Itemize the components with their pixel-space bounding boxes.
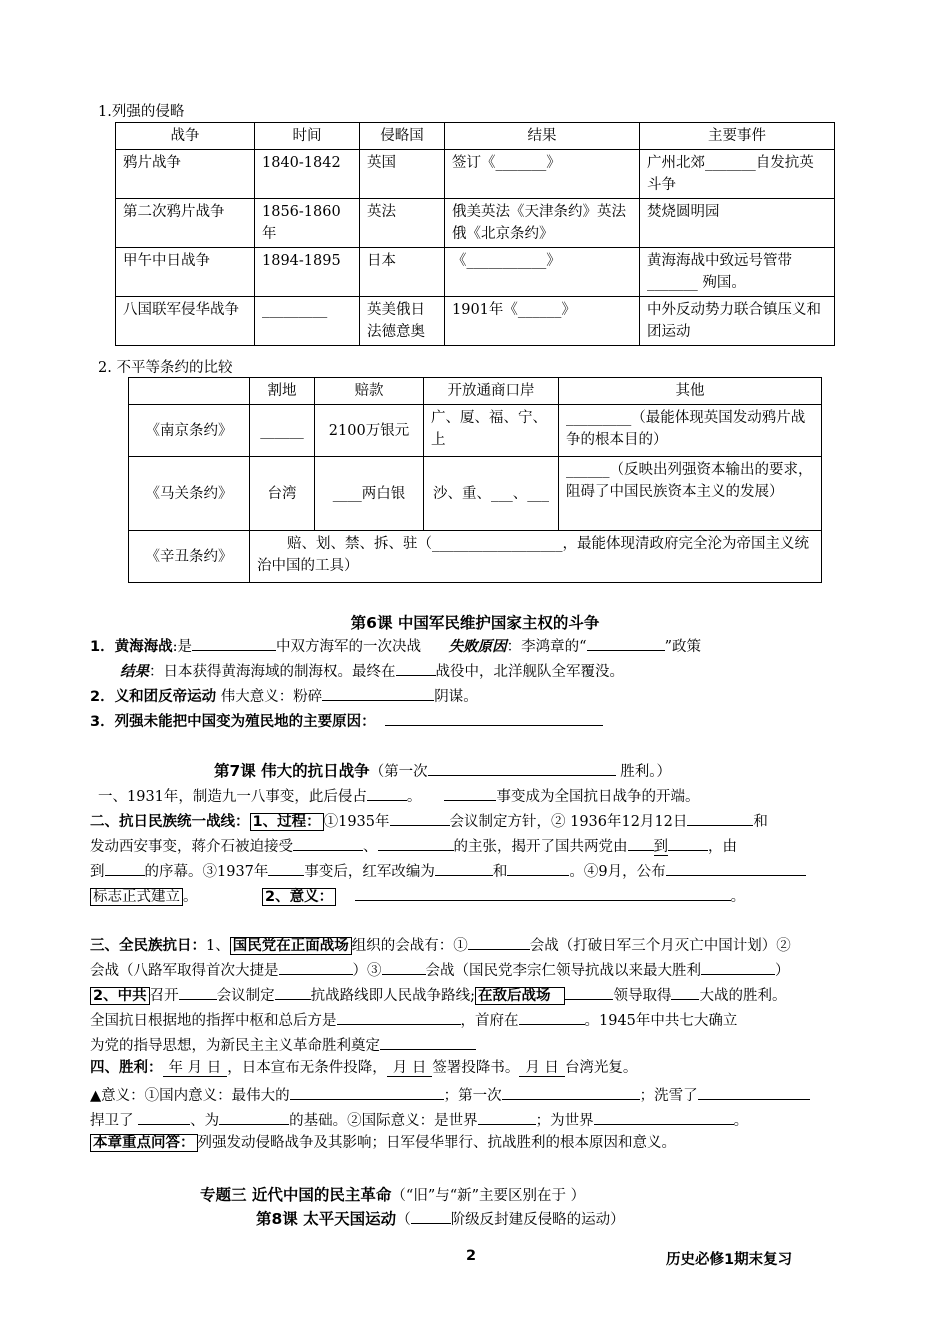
blank [698, 1083, 810, 1100]
l7-line-8 [90, 983, 786, 1006]
blank [322, 684, 434, 701]
l7-line-3 [90, 834, 737, 857]
text: 会战（八路军取得首次大捷是 [90, 963, 279, 979]
label: 3．列强未能把中国变为殖民地的主要原因： [90, 714, 376, 730]
table-header-row [116, 123, 835, 150]
text: ”政策 [664, 639, 701, 655]
blank [138, 1108, 190, 1125]
label: 二、抗日民族统一战线： [90, 814, 250, 830]
cell-time: _________ [255, 297, 360, 346]
boxed-label: 2、意义： [262, 888, 336, 906]
cell-ports: 沙、重、___、___ [424, 457, 559, 531]
text: 。 [406, 789, 422, 805]
page-number: 2 [466, 1248, 477, 1264]
underlined-text: 月 日 [387, 1060, 433, 1077]
l6-topic-label: 1．黄海海战 [90, 639, 173, 655]
cell-treaty: 《马关条约》 [129, 457, 250, 531]
cell-result: 1901年《______》 [445, 297, 640, 346]
l7-line-1 [98, 784, 699, 807]
cell-country: 英国 [360, 150, 445, 199]
blank [444, 784, 496, 801]
text: ：李鸿章的“ [506, 639, 587, 655]
blank [478, 1108, 536, 1125]
text: 1、 [206, 938, 230, 954]
title-text: 第8课 太平天国运动 [256, 1210, 397, 1228]
col-header: 侵略国 [360, 123, 445, 150]
blank [594, 1108, 734, 1125]
cell-merged: 赔、划、禁、拆、驻（__________________，最能体现清政府完全沦为帝国主义统治中国的工具） [250, 531, 822, 583]
cell-event: 黄海海战中致远号管带_______ 殉国。 [640, 248, 835, 297]
cell-war: 第二次鸦片战争 [116, 199, 255, 248]
cell-war: 甲午中日战争 [116, 248, 255, 297]
blank [701, 958, 775, 975]
text: :是 [172, 639, 192, 655]
l7-line-7 [90, 958, 790, 981]
l6-line-2 [120, 659, 624, 682]
l6-line-1 [90, 634, 701, 657]
blank [671, 983, 699, 1000]
table-row [129, 531, 822, 583]
text: 捍卫了 [90, 1113, 139, 1129]
blank [355, 884, 731, 901]
lesson-7-title [214, 759, 671, 781]
text: 会战（打破日军三个月灭亡中国计划）② [529, 938, 791, 954]
l7-line-11 [90, 1058, 637, 1078]
cell-treaty: 《南京条约》 [129, 405, 250, 457]
blank [396, 659, 436, 676]
text: 为党的指导思想，为新民主主义革命胜利奠定 [90, 1038, 380, 1054]
cell-land: ______ [250, 405, 315, 457]
topic-3-title [200, 1183, 585, 1205]
text: ：日本获得黄海海域的制海权。最终在 [149, 664, 396, 680]
cell-war: 鸦片战争 [116, 150, 255, 199]
section-1-heading: 1.列强的侵略 [98, 104, 185, 120]
blank [378, 834, 454, 851]
lesson-6-title: 第6课 中国军民维护国家主权的斗争 [350, 614, 600, 632]
blank [337, 1008, 461, 1025]
text: ） [775, 963, 790, 979]
blank [390, 809, 450, 826]
text: 。 [730, 889, 746, 905]
text: 的基础。②国际意义：是世界 [289, 1113, 478, 1129]
blank [385, 709, 603, 726]
lesson-8-title [256, 1207, 625, 1229]
blank [435, 859, 493, 876]
cell-land: 台湾 [250, 457, 315, 531]
text: 和 [492, 864, 508, 880]
blank [687, 809, 753, 826]
table-row [129, 457, 822, 531]
label: 2．义和团反帝运动 [90, 689, 217, 705]
table-row [116, 297, 835, 346]
l7-line-14 [90, 1133, 676, 1153]
blank [290, 1083, 444, 1100]
col-header: 开放通商口岸 [424, 378, 559, 405]
title-text: 第7课 伟大的抗日战争 [214, 762, 370, 780]
blank [666, 859, 806, 876]
l7-line-12 [90, 1083, 810, 1106]
treaty-table [128, 377, 822, 583]
text: 事变成为全国抗日战争的开端。 [496, 789, 700, 805]
blank [219, 1108, 289, 1125]
blank [279, 958, 353, 975]
text: 。④9月，公布 [569, 864, 666, 880]
text: 。 [733, 1113, 749, 1129]
text: 签署投降书。 [432, 1060, 520, 1076]
cell-country: 英美俄日法德意奥 [360, 297, 445, 346]
text: 全国抗日根据地的指挥中枢和总后方是 [90, 1013, 337, 1029]
col-header: 割地 [250, 378, 315, 405]
text: （第一次 [369, 764, 428, 780]
boxed-label: 2、中共 [90, 987, 150, 1005]
invasion-table [115, 122, 835, 346]
text: 、为 [190, 1113, 220, 1129]
cell-country: 英法 [360, 199, 445, 248]
text: 事变后，红军改编为 [304, 864, 435, 880]
cell-time: 1840-1842 [255, 150, 360, 199]
text: 召开 [149, 988, 179, 1004]
text: 会议制定 [216, 988, 275, 1004]
col-header: 结果 [445, 123, 640, 150]
col-header: 战争 [116, 123, 255, 150]
cell-time: 1856-1860年 [255, 199, 360, 248]
text: ；洗雪了 [639, 1088, 698, 1104]
blank [275, 983, 311, 1000]
blank [411, 1207, 451, 1224]
col-header: 赔款 [315, 378, 424, 405]
text: ，日本宣布无条件投降， [227, 1060, 387, 1076]
blank [179, 983, 217, 1000]
text: 战役中，北洋舰队全军覆没。 [435, 664, 624, 680]
text: 阶级反封建反侵略的运动） [450, 1212, 625, 1228]
text: 阴谋。 [434, 689, 478, 705]
cell-treaty: 《辛丑条约》 [129, 531, 250, 583]
cell-event: 焚烧圆明园 [640, 199, 835, 248]
footer-label: 历史必修1期末复习 [666, 1252, 793, 1268]
boxed-label: 本章重点问答： [90, 1134, 198, 1152]
table-row [116, 150, 835, 199]
underlined-text: 月 日 [519, 1060, 565, 1077]
text: 一、1931年，制造九一八事变，此后侵占 [98, 789, 367, 805]
text: 、 [363, 839, 378, 855]
l6-line-3 [90, 684, 478, 707]
text: 组织的会战有：① [351, 938, 468, 954]
col-header: 主要事件 [640, 123, 835, 150]
text: ▲意义：①国内意义：最伟大的 [90, 1088, 290, 1104]
cell-result: 俄美英法《天津条约》英法俄《北京条约》 [445, 199, 640, 248]
blank [293, 834, 363, 851]
boxed-label: 国民党在正面战场 [230, 937, 352, 955]
text: ，由 [708, 839, 737, 855]
text: （ [396, 1212, 411, 1228]
table-row [116, 248, 835, 297]
underlined-text: 年 月 日 [163, 1060, 228, 1077]
blank [468, 933, 530, 950]
text: 的主张，揭开了国共两党由 [453, 839, 628, 855]
l7-line-6 [90, 933, 791, 956]
text: 大战的胜利。 [699, 988, 787, 1004]
blank [428, 759, 616, 776]
cell-result: 《___________》 [445, 248, 640, 297]
text: 会战（国民党李宗仁领导抗战以来最大胜利 [425, 963, 701, 979]
table-row [129, 405, 822, 457]
cell-event: 广州北郊_______自发抗英斗争 [640, 150, 835, 199]
text: ①1935年 [323, 814, 390, 830]
text: 伟大意义：粉碎 [216, 689, 323, 705]
cell-pay: 2100万银元 [315, 405, 424, 457]
text: （“旧”与“新”主要区别在于 ） [391, 1188, 586, 1204]
blank [367, 784, 407, 801]
text: 的序幕。③1937年 [144, 864, 269, 880]
blank [507, 859, 569, 876]
table-row [116, 199, 835, 248]
blank [668, 834, 708, 851]
blank [587, 634, 665, 651]
cell-result: 签订《_______》 [445, 150, 640, 199]
table-header-row [129, 378, 822, 405]
blank [502, 1083, 640, 1100]
text: 到 [90, 864, 105, 880]
label: 三、全民族抗日： [90, 938, 206, 954]
title-text: 专题三 近代中国的民主革命 [200, 1186, 392, 1204]
l7-line-4 [90, 859, 806, 882]
text: 到 [653, 839, 668, 855]
l7-line-2 [90, 809, 768, 832]
l6-line-4 [90, 709, 603, 732]
text: ；第一次 [443, 1088, 502, 1104]
l7-line-10 [90, 1033, 476, 1056]
cell-pay: ____两白银 [315, 457, 424, 531]
cell-war: 八国联军侵华战争 [116, 297, 255, 346]
l7-line-13 [90, 1108, 748, 1131]
cell-time: 1894-1895 [255, 248, 360, 297]
cell-ports: 广、厦、福、宁、上 [424, 405, 559, 457]
text: ，首府在 [460, 1013, 519, 1029]
label: 失败原因 [448, 639, 507, 655]
blank [382, 958, 426, 975]
text: 胜利。） [615, 764, 672, 780]
text: ；为世界 [535, 1113, 594, 1129]
cell-other: ______（反映出列强资本输出的要求，阻碍了中国民族资本主义的发展） [559, 457, 822, 531]
text: 。1945年中共七大确立 [584, 1013, 738, 1029]
section-2-heading: 2. 不平等条约的比较 [98, 360, 233, 376]
blank [268, 859, 304, 876]
col-header [129, 378, 250, 405]
l7-line-9 [90, 1008, 737, 1031]
boxed-label: 1、过程： [250, 813, 324, 831]
cell-event: 中外反动势力联合镇压义和团运动 [640, 297, 835, 346]
label: 结果 [120, 664, 149, 680]
blank [192, 634, 276, 651]
col-header: 其他 [559, 378, 822, 405]
blank [380, 1033, 476, 1050]
text: 抗战路线即人民战争路线; [310, 988, 475, 1004]
boxed-text: 标志正式建立 [90, 888, 183, 906]
blank [565, 983, 613, 1000]
blank [628, 834, 654, 851]
cell-country: 日本 [360, 248, 445, 297]
blank [105, 859, 145, 876]
text: 发动西安事变，蒋介石被迫接受 [90, 839, 293, 855]
text: 和 [753, 814, 768, 830]
col-header: 时间 [255, 123, 360, 150]
text: ）③ [352, 963, 382, 979]
text: 领导取得 [613, 988, 672, 1004]
cell-other: _________（最能体现英国发动鸦片战争的根本目的） [559, 405, 822, 457]
boxed-label: 在敌后战场 [475, 987, 566, 1005]
text: 。 [183, 889, 198, 905]
text: 会议制定方针，② 1936年12月12日 [449, 814, 688, 830]
l7-line-5 [90, 884, 745, 907]
label: 四、胜利： [90, 1060, 163, 1076]
text: 列强发动侵略战争及其影响；日军侵华罪行、抗战胜利的根本原因和意义。 [197, 1135, 676, 1151]
text: 中双方海军的一次决战 [275, 639, 421, 655]
text: 台湾光复。 [564, 1060, 638, 1076]
blank [519, 1008, 585, 1025]
